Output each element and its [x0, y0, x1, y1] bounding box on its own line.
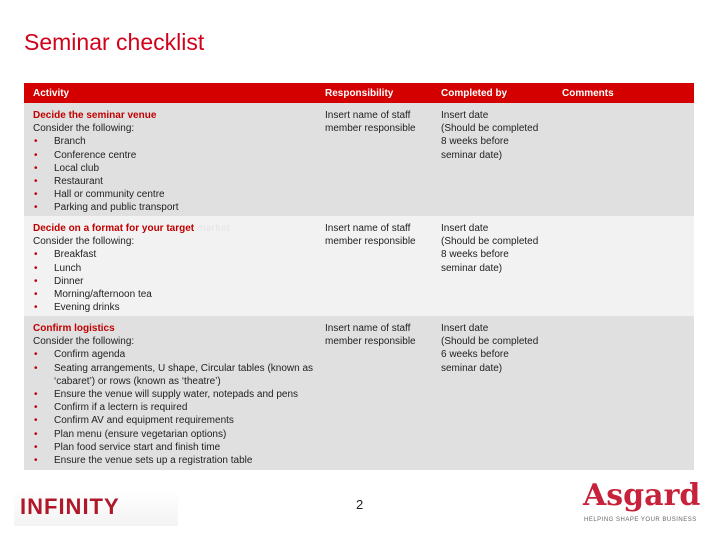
responsibility-line: member responsible	[325, 123, 416, 135]
activity-cell	[33, 109, 323, 215]
completed-by-cell	[441, 222, 538, 275]
list-item: • Local club	[33, 162, 323, 175]
list-item: • Branch	[33, 135, 323, 148]
table-row	[24, 216, 694, 316]
list-item: • Evening drinks	[33, 301, 323, 314]
list-item: • Hall or community centre	[33, 188, 323, 201]
heading-faded-text: market	[196, 223, 230, 234]
list-item: • Lunch	[33, 262, 323, 275]
responsibility-line: Insert name of staff	[325, 110, 411, 121]
list-item: • Dinner	[33, 275, 323, 288]
activity-heading	[33, 109, 323, 122]
table-header	[24, 83, 694, 103]
list-item: • Restaurant	[33, 175, 323, 188]
list-item: • Morning/afternoon tea	[33, 288, 323, 301]
completed-line: seminar date)	[441, 262, 503, 274]
activity-intro: Consider the following:	[33, 123, 135, 135]
infinity-logo: INFINITY	[14, 490, 178, 526]
completed-line: (Should be completed	[441, 123, 539, 135]
header-comments: Comments	[562, 88, 614, 99]
completed-line: seminar date)	[441, 362, 503, 374]
activity-intro: Consider the following:	[33, 336, 135, 348]
responsibility-cell	[325, 322, 416, 348]
list-item: • Confirm agenda	[33, 348, 323, 361]
page-number: 2	[356, 497, 364, 512]
activity-list	[33, 348, 323, 467]
completed-line: (Should be completed	[441, 336, 539, 348]
responsibility-line: Insert name of staff	[325, 223, 411, 234]
asgard-tagline: HELPING SHAPE YOUR BUSINESS	[584, 517, 697, 523]
activity-heading	[33, 222, 323, 235]
list-item: • Plan food service start and finish time	[33, 441, 323, 454]
list-item: • Parking and public transport	[33, 201, 323, 214]
completed-line: Insert date	[441, 223, 489, 234]
list-item: • Ensure the venue sets up a registration table	[33, 454, 323, 467]
completed-line: 6 weeks before	[441, 349, 509, 361]
heading-text: Decide on a format for your target	[33, 223, 195, 234]
completed-line: 8 weeks before	[441, 249, 509, 261]
completed-line: seminar date)	[441, 149, 503, 161]
asgard-logo: Asgard	[583, 478, 701, 513]
completed-by-cell	[441, 109, 538, 162]
table-row	[24, 103, 694, 216]
completed-by-cell	[441, 322, 538, 375]
completed-line: Insert date	[441, 110, 489, 121]
activity-cell	[33, 322, 323, 467]
header-completed-by: Completed by	[441, 88, 508, 99]
activity-list	[33, 135, 323, 214]
completed-line: (Should be completed	[441, 236, 539, 248]
list-item: • Confirm AV and equipment requirements	[33, 414, 323, 427]
completed-line: 8 weeks before	[441, 136, 509, 148]
responsibility-cell	[325, 222, 416, 248]
checklist-table	[24, 83, 694, 470]
page-title: Seminar checklist	[24, 29, 205, 55]
heading-text: Confirm logistics	[33, 323, 115, 334]
completed-line: Insert date	[441, 323, 489, 334]
list-item: • Plan menu (ensure vegetarian options)	[33, 428, 323, 441]
activity-intro: Consider the following:	[33, 236, 135, 248]
table-row	[24, 316, 694, 470]
responsibility-cell	[325, 109, 416, 135]
list-item: • Seating arrangements, U shape, Circular tables (known as ‘cabaret’) or rows (known as ‘theatre’)	[33, 362, 323, 388]
activity-list	[33, 248, 323, 314]
list-item: • Breakfast	[33, 248, 323, 261]
heading-text: Decide the seminar venue	[33, 110, 157, 121]
list-item: • Conference centre	[33, 149, 323, 162]
header-activity: Activity	[33, 88, 70, 99]
activity-heading	[33, 322, 323, 335]
activity-cell	[33, 222, 323, 314]
list-item: • Ensure the venue will supply water, notepads and pens	[33, 388, 323, 401]
responsibility-line: Insert name of staff	[325, 323, 411, 334]
list-item: • Confirm if a lectern is required	[33, 401, 323, 414]
responsibility-line: member responsible	[325, 336, 416, 348]
header-responsibility: Responsibility	[325, 88, 394, 99]
responsibility-line: member responsible	[325, 236, 416, 248]
